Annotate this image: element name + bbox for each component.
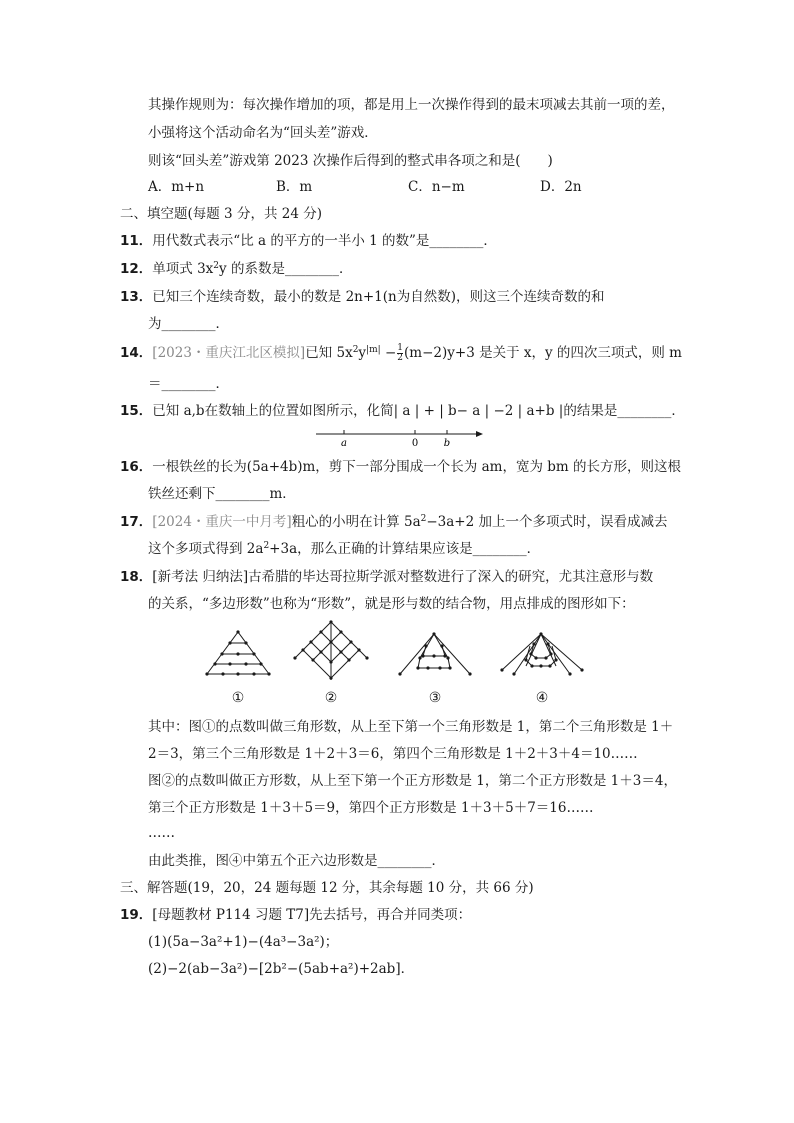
exponent: 2 <box>420 514 427 524</box>
question-text-pre: 粗心的小明在计算 5a <box>291 514 421 530</box>
question-19-part-2: (2)−2(ab−3a²)−[2b²−(5ab+a²)+2ab]． <box>148 961 415 977</box>
axis-label-zero: 0 <box>411 438 419 449</box>
intro-line-1: 其操作规则为：每次操作增加的项，都是用上一次操作得到的最末项减去其前一项的差， <box>148 97 675 113</box>
section-2-title: 二、填空题(每题 3 分，共 24 分) <box>120 206 322 222</box>
question-number: 14． <box>120 345 153 361</box>
question-number: 11． <box>120 233 153 249</box>
question-number: 13． <box>120 289 153 305</box>
question-text-post: +3a，那么正确的计算结果应该是________． <box>269 541 541 557</box>
fraction-denominator: 2 <box>397 353 404 363</box>
figure-caption-3: ③ <box>428 690 442 706</box>
question-text: 已知 a,b在数轴上的位置如图所示，化简| a | + | b− a | −2 | a+b |的结果是________． <box>152 403 685 419</box>
figure-caption-2: ② <box>324 690 338 706</box>
question-text: 一根铁丝的长为(5a+4b)m，剪下一部分围成一个长为 am，宽为 bm 的长方形，则这根 <box>152 459 681 475</box>
question-number: 19． <box>120 907 153 923</box>
question-text-post: −3a+2 加上一个多项式时，误看成减去 <box>426 514 668 530</box>
question-13-line-2: 为________． <box>148 316 229 332</box>
exponent: 2 <box>352 345 359 355</box>
question-text: [新考法 归纳法]古希腊的毕达哥拉斯学派对整数进行了深入的研究，尤其注意形与数 <box>152 569 654 585</box>
question-text: 用代数式表示“比 a 的平方的一半小 1 的数”是________． <box>152 233 497 249</box>
question-18 <box>120 568 653 586</box>
axis-label-a: a <box>341 438 347 449</box>
question-text-post: (m−2)y+3 是关于 x，y 的四次三项式，则 m <box>404 345 682 361</box>
source-tag: [2024・重庆一中月考] <box>152 514 292 530</box>
question-text: 已知三个连续奇数，最小的数是 2n+1(n为自然数)，则这三个连续奇数的和 <box>152 289 605 305</box>
intro-line-2: 小强将这个活动命名为“回头差”游戏． <box>148 125 378 141</box>
question-number: 18． <box>120 569 153 585</box>
option-c: C．n−m <box>408 179 465 195</box>
figure-caption-4: ④ <box>535 690 549 706</box>
source-tag: [2023・重庆江北区模拟] <box>152 345 306 361</box>
question-number: 15． <box>120 403 153 419</box>
question-18-text-3: 图②的点数叫做正方形数，从上至下第一个正方形数是 1，第二个正方形数是 1＋3＝4， <box>148 773 677 789</box>
question-16 <box>120 458 681 476</box>
axis-arrow <box>476 431 483 437</box>
question-text-post: y 的系数是________． <box>219 261 353 277</box>
question-12 <box>120 260 352 278</box>
figure-hexagon-number <box>500 632 584 678</box>
question-14-line-2: ＝________． <box>148 376 229 392</box>
abs-exponent: |m| <box>366 345 381 355</box>
question-18-text-5: …… <box>148 825 175 841</box>
figure-pentagon-number <box>398 632 472 678</box>
question-17 <box>120 513 668 531</box>
question-text-pre: 已知 5x <box>305 345 353 361</box>
option-b: B．m <box>276 179 313 195</box>
option-a: A．m+n <box>148 179 205 195</box>
question-13 <box>120 288 605 306</box>
question-14 <box>120 344 682 363</box>
question-18-line-2: 的关系，“多边形数”也称为“形数”，就是形与数的结合物，用点排成的图形如下： <box>148 596 635 612</box>
question-18-text-6: 由此类推，图④中第五个正六边形数是________． <box>148 853 445 869</box>
option-d: D．2n <box>540 179 582 195</box>
question-number: 12． <box>120 261 153 277</box>
section-3-title: 三、解答题(19，20，24 题每题 12 分，其余每题 10 分，共 66 分) <box>120 880 534 896</box>
fraction-one-half <box>397 344 403 363</box>
question-15 <box>120 402 685 420</box>
question-number: 16． <box>120 459 153 475</box>
figure-triangle-number <box>205 630 273 678</box>
question-19 <box>120 906 471 924</box>
question-17-line-2 <box>148 540 540 558</box>
question-text-pre: 这个多项式得到 2a <box>148 541 264 557</box>
axis-label-b: b <box>443 438 451 449</box>
number-line <box>316 424 486 448</box>
exponent: 2 <box>213 261 220 271</box>
question-16-line-2: 铁丝还剩下________m． <box>148 486 296 502</box>
fraction-numerator: 1 <box>397 343 404 353</box>
question-number: 17． <box>120 514 153 530</box>
minus-sign: − <box>380 345 397 361</box>
question-text-mid: y <box>358 345 367 361</box>
figure-square-number <box>293 620 369 684</box>
question-18-text-4: 第三个正方形数是 1＋3＋5＝9，第四个正方形数是 1＋3＋5＋7＝16…… <box>148 800 594 816</box>
question-18-text-2: 2＝3，第三个三角形数是 1＋2＋3＝6，第四个三角形数是 1＋2＋3＋4＝10…… <box>148 746 638 762</box>
question-19-part-1: (1)(5a−3a²+1)−(4a³−3a²)； <box>148 934 339 950</box>
exponent: 2 <box>263 541 270 551</box>
figure-caption-1: ① <box>231 690 245 706</box>
question-11 <box>120 232 497 250</box>
question-18-text-1: 其中：图①的点数叫做三角形数，从上至下第一个三角形数是 1，第二个三角形数是 1＋ <box>148 719 674 735</box>
intro-line-3: 则该“回头差”游戏第 2023 次操作后得到的整式串各项之和是( ) <box>148 153 553 169</box>
question-text-pre: 单项式 3x <box>152 261 214 277</box>
question-text: [母题教材 P114 习题 T7]先去括号，再合并同类项： <box>152 907 472 923</box>
